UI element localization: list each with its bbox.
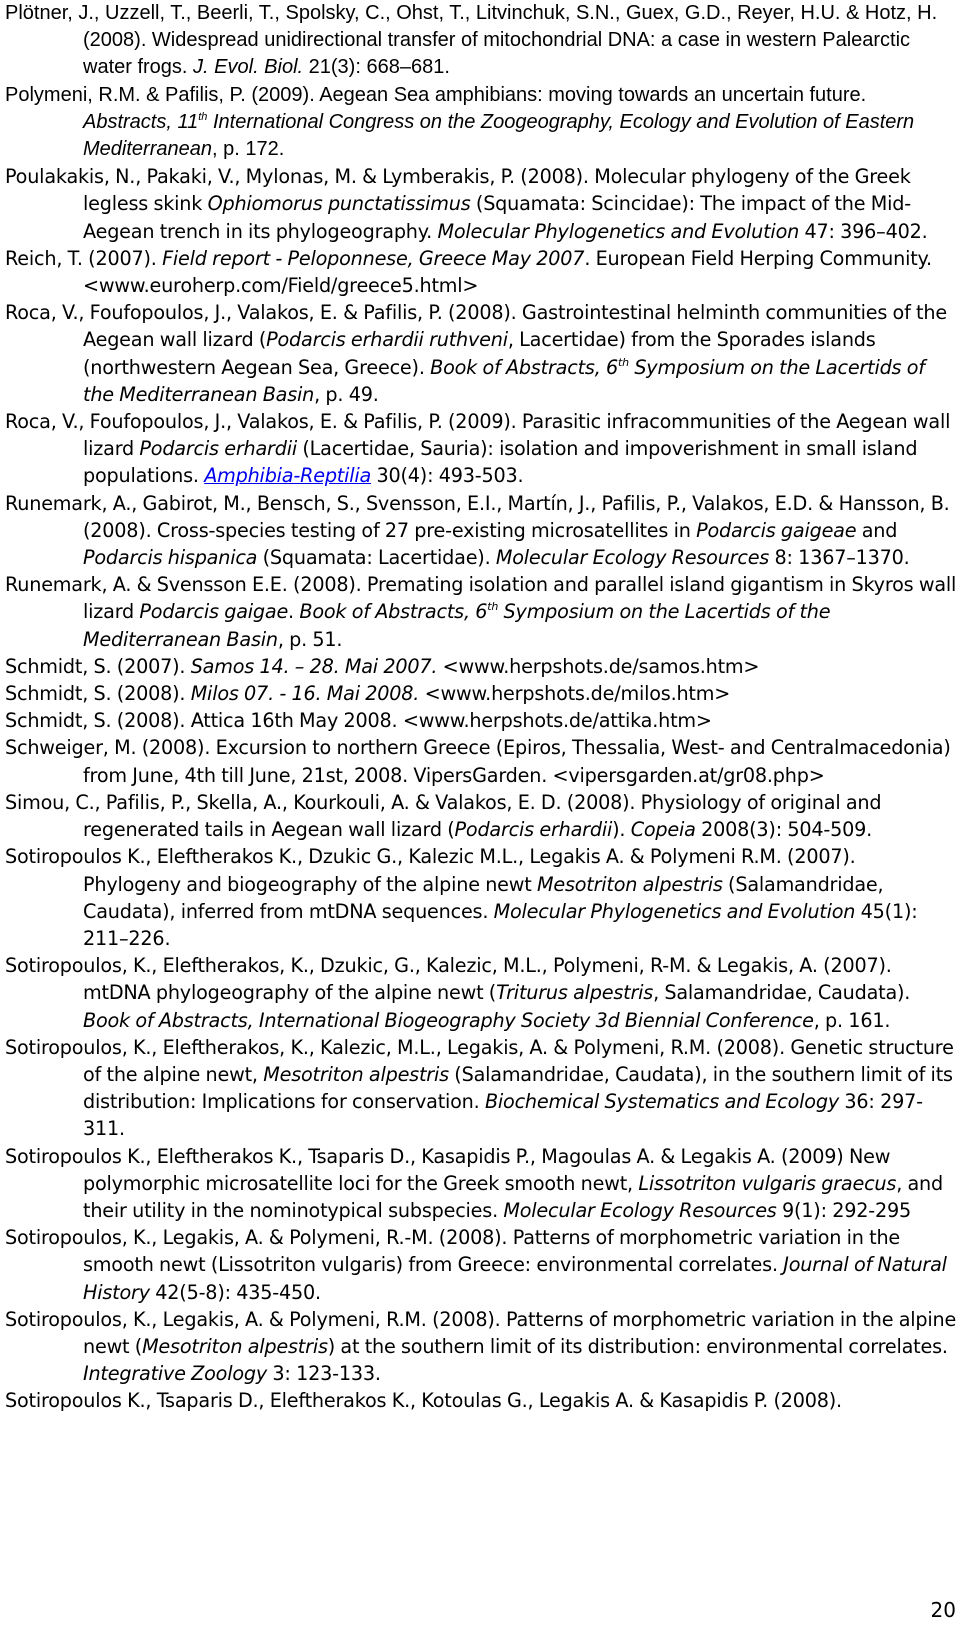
italic-text: Molecular Ecology Resources [495,546,770,570]
reference-entry [5,952,957,1034]
superscript-text: th [618,355,629,369]
reference-text: , p. 161. [813,1008,891,1032]
reference-entry [5,789,957,843]
reference-text: Schmidt, S. (2008). Attica 16th May 2008. <www.herpshots.de/attika.htm> [5,709,712,733]
reference-text: , p. 49. [314,382,379,406]
italic-text: Symposium on the Lacertids of the Mediterranean Basin [83,600,831,651]
italic-text: Podarcis gaigeae [696,518,857,542]
reference-entry [5,408,957,490]
reference-entry [5,571,957,653]
reference-text: Polymeni, R.M. & Pafilis, P. (2009). Aegean Sea amphibians: moving towards an uncertain future. [5,83,867,106]
italic-text: Integrative Zoology [83,1362,268,1386]
italic-text: Biochemical Systematics and Ecology [484,1090,839,1114]
reference-entry [5,680,957,707]
reference-text: (Lacertidae, Sauria): isolation and impoverishment in small island populations. [83,437,918,488]
reference-text: 45(1): 211–226. [83,899,918,950]
reference-entry [5,299,957,408]
reference-text: 3: 123-133. [267,1362,381,1386]
reference-list [5,0,957,1415]
reference-text: , p. 172. [211,138,285,161]
reference-text: ). [612,818,631,842]
reference-text: Sotiropoulos, K., Eleftherakos, K., Kalezic, M.L., Legakis, A. & Polymeni, R.M. (2008). Genetic structure of the alpine newt, [5,1035,954,1086]
italic-text: Podarcis hispanica [83,546,258,570]
reference-entry [5,653,957,680]
reference-text: , Lacertidae) from the Sporades islands (northwestern Aegean Sea, Greece). [83,328,876,379]
italic-text: Mesotriton alpestris [263,1062,449,1086]
italic-text: Podarcis erhardii [454,818,613,842]
reference-text: 8: 1367–1370. [769,546,910,570]
reference-text: (Squamata: Scincidae): The impact of the Mid-Aegean trench in its phylogeography. [83,192,911,243]
reference-entry [5,490,957,572]
reference-text: Schweiger, M. (2008). Excursion to northern Greece (Epiros, Thessalia, West- and Centralmacedonia) from June, 4th till June, 21st, 2008. VipersGarden. <vipersgarden.at/gr08.php> [5,736,951,787]
italic-text: Mesotriton alpestris [142,1334,328,1358]
reference-text: Sotiropoulos K., Eleftherakos K., Dzukic G., Kalezic M.L., Legakis A. & Polymeni R.M. (2007). Phylogeny and biogeography of the alpine newt [5,845,856,896]
reference-text: ) at the southern limit of its distribution: environmental correlates. [327,1334,948,1358]
reference-text: Sotiropoulos, K., Eleftherakos, K., Dzukic, G., Kalezic, M.L., Polymeni, R-M. & Legakis, A. (2007). mtDNA phylogeography of the alpine newt ( [5,954,892,1005]
reference-text: Simou, C., Pafilis, P., Skella, A., Kourkouli, A. & Valakos, E. D. (2008). Physiology of original and regenerated tails in Aegean wall lizard ( [5,790,882,842]
reference-text: Roca, V., Foufopoulos, J., Valakos, E. & Pafilis, P. (2009). Parasitic infracommunities of the Aegean wall lizard [5,410,951,461]
italic-text: Journal of Natural History [83,1253,947,1304]
reference-text: Schmidt, S. (2008). [5,682,191,706]
superscript-text: th [487,600,499,614]
reference-entry [5,245,957,299]
reference-text: (Salamandridae, Caudata), inferred from mtDNA sequences. [83,872,884,923]
reference-text: . European Field Herping Community. <www.euroherp.com/Field/greece5.html> [83,246,932,298]
italic-text: Field report - Peloponnese, Greece May 2007 [162,246,585,270]
reference-text: , and their utility in the nominotypical subspecies. [83,1171,943,1222]
reference-entry [5,1034,957,1143]
reference-text: Runemark, A. & Svensson E.E. (2008). Premating isolation and parallel island gigantism in Skyros wall lizard [5,573,957,624]
reference-text: Sotiropoulos K., Eleftherakos K., Tsaparis D., Kasapidis P., Magoulas A. & Legakis A. (2009) New polymorphic microsatellite loci for the Greek smooth newt, [5,1144,891,1195]
reference-text: 30(4): 493-503. [371,464,524,488]
reference-text: 21(3): 668–681. [303,56,450,79]
reference-entry [5,843,957,952]
italic-text: Triturus alpestris [496,981,654,1005]
reference-text: , p. 51. [277,627,343,651]
italic-text: Lissotriton vulgaris graecus [638,1171,897,1195]
italic-text: Copeia [630,818,696,842]
italic-text: Book of Abstracts, 6 [299,600,488,624]
reference-text: Sotiropoulos K., Tsaparis D., Eleftherakos K., Kotoulas G., Legakis A. & Kasapidis P. (2008). [5,1389,842,1413]
journal-link[interactable]: Amphibia-Reptilia [204,464,372,488]
italic-text: Molecular Phylogenetics and Evolution [493,899,856,923]
reference-entry [5,707,957,734]
italic-text: Molecular Phylogenetics and Evolution [437,219,800,243]
reference-text: 36: 297-311. [83,1090,923,1141]
italic-text: Ophiomorus punctatissimus [207,192,471,216]
italic-text: Milos 07. - 16. Mai 2008. [190,682,420,706]
reference-text: and [856,518,898,542]
reference-text: (Salamandridae, Caudata), in the southern limit of its distribution: Implications for conservation. [83,1062,953,1114]
reference-text: , Salamandridae, Caudata). [653,981,911,1005]
italic-text: J. Evol. Biol. [193,56,304,79]
reference-text: Sotiropoulos, K., Legakis, A. & Polymeni, R.-M. (2008). Patterns of morphometric variation in the smooth newt (Lissotriton vulgaris) from Greece: environmental correlates. [5,1226,901,1277]
reference-text: <www.herpshots.de/milos.htm> [419,682,731,706]
italic-text: Podarcis gaigae [139,600,289,624]
reference-text: Runemark, A., Gabirot, M., Bensch, S., Svensson, E.I., Martín, J., Pafilis, P., Valakos, E.D. & Hansson, B. (2008). Cross-species testing of 27 pre-existing microsatellites in [5,491,950,542]
italic-text: Molecular Ecology Resources [503,1198,777,1222]
reference-entry [5,1306,957,1388]
reference-text: Roca, V., Foufopoulos, J., Valakos, E. & Pafilis, P. (2008). Gastrointestinal helminth communities of the Aegean wall lizard ( [5,301,947,352]
reference-text: Reich, T. (2007). [5,246,163,270]
reference-entry [5,734,957,788]
reference-entry [5,1224,957,1306]
reference-entry [5,82,957,164]
reference-entry [5,1387,957,1414]
reference-entry [5,163,957,245]
reference-text: 47: 396–402. [799,219,928,243]
italic-text: Symposium on the Lacertids of the Mediterranean Basin [83,355,925,406]
reference-text: Sotiropoulos, K., Legakis, A. & Polymeni, R.M. (2008). Patterns of morphometric variation in the alpine newt ( [5,1307,957,1358]
reference-text: 42(5-8): 435-450. [149,1280,321,1304]
reference-text: 9(1): 292-295 [776,1198,912,1222]
page-number: 20 [930,1598,956,1622]
reference-text: . [288,600,300,624]
italic-text: Abstracts, 11 [83,110,199,133]
superscript-text: th [198,110,208,123]
reference-text: Poulakakis, N., Pakaki, V., Mylonas, M. & Lymberakis, P. (2008). Molecular phylogeny of the Greek legless skink [5,165,911,216]
italic-text: Book of Abstracts, 6 [430,355,619,379]
italic-text: Book of Abstracts, International Biogeography Society 3d Biennial Conference [83,1008,814,1032]
italic-text: Samos 14. – 28. Mai 2007. [190,654,438,678]
italic-text: Podarcis erhardii [139,437,297,461]
reference-entry [5,0,957,82]
reference-text: 2008(3): 504-509. [695,818,873,842]
reference-text: Plötner, J., Uzzell, T., Beerli, T., Spolsky, C., Ohst, T., Litvinchuk, S.N., Guex, G.D., Reyer, H.U. & Hotz, H. (2008). Widespread unidirectional transfer of mitochondrial DNA: a case in western Palearctic water frogs. [5,2,938,79]
italic-text: Mesotriton alpestris [536,872,723,896]
reference-text: (Squamata: Lacertidae). [257,546,496,570]
italic-text: Podarcis erhardii ruthveni [266,328,508,352]
italic-text: International Congress on the Zoogeography, Ecology and Evolution of Eastern Mediterranean [83,110,915,161]
reference-text: Schmidt, S. (2007). [5,654,191,678]
reference-text: <www.herpshots.de/samos.htm> [437,654,760,678]
reference-entry [5,1143,957,1225]
